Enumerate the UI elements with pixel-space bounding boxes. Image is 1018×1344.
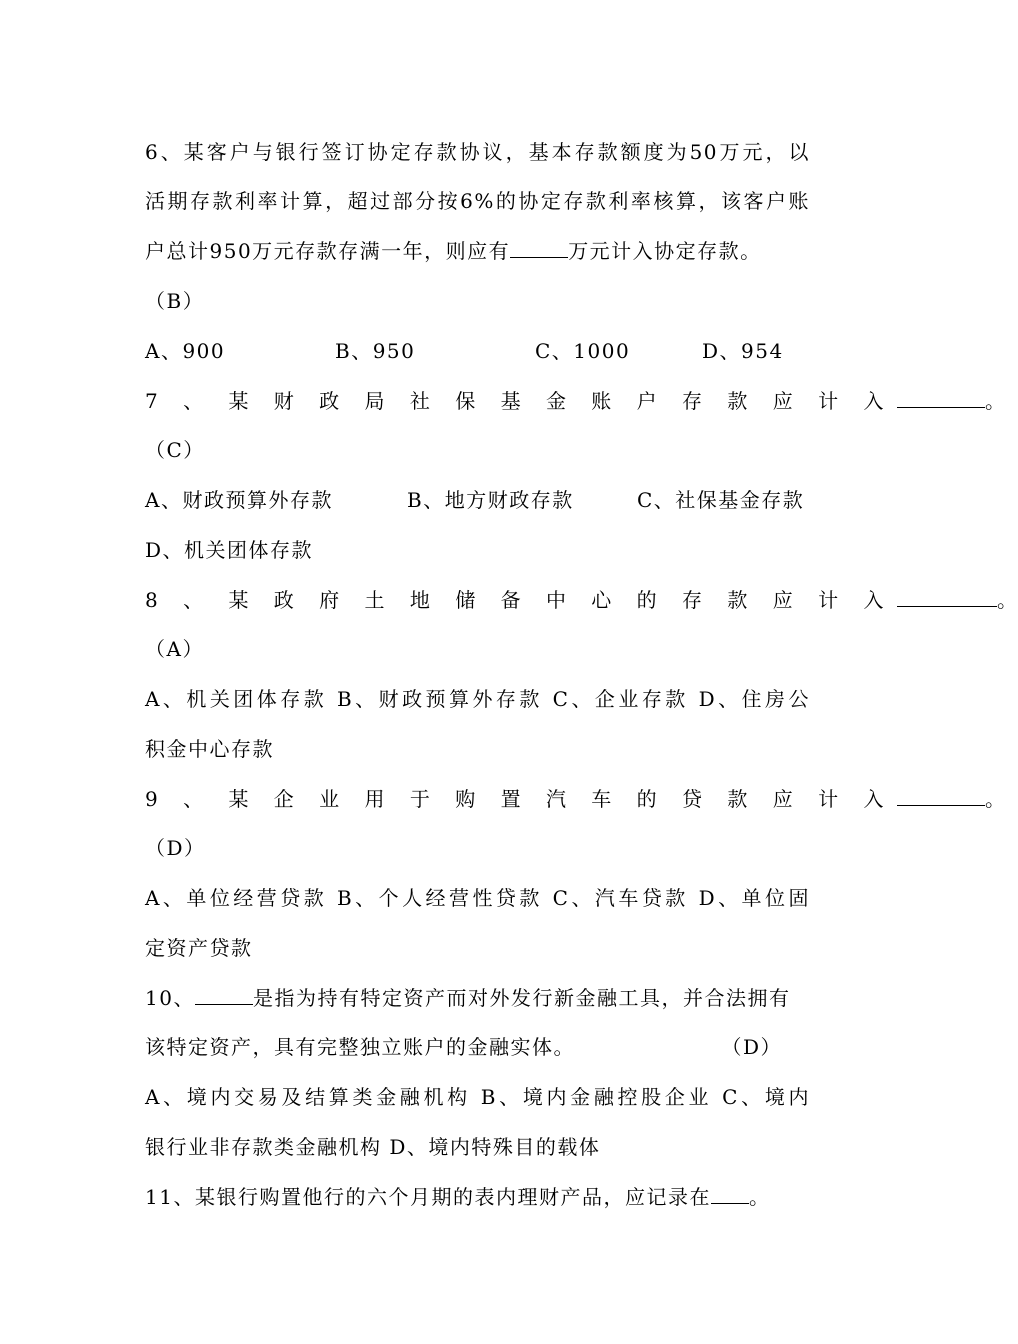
q10-answer: （D） <box>721 1035 782 1059</box>
q9-stem <box>145 785 1007 813</box>
answer-blank <box>897 785 985 806</box>
q7-option-d: D、机关团体存款 <box>145 538 314 562</box>
q10-line-2 <box>145 1033 810 1061</box>
q11-stem <box>145 1183 810 1211</box>
q7-option-a: A、财政预算外存款 <box>145 488 333 512</box>
q7-stem <box>145 387 1007 415</box>
q10-line-1 <box>145 984 810 1012</box>
q8-stem-text: 8 、 某 政 府 土 地 储 备 中 心 的 存 款 应 计 入 <box>145 588 893 612</box>
q7-option-b: B、地方财政存款 <box>407 488 574 512</box>
q6-option-c: C、1000 <box>535 339 631 363</box>
q9-stem-text: 9 、 某 企 业 用 于 购 置 汽 车 的 贷 款 应 计 入 <box>145 787 893 811</box>
answer-blank <box>897 387 985 408</box>
q9-answer: （D） <box>145 836 206 860</box>
q6-options <box>145 337 810 365</box>
answer-blank <box>711 1183 749 1204</box>
q8-options-line-1: A、机关团体存款 B、财政预算外存款 C、企业存款 D、住房公 <box>145 687 810 711</box>
q6-line-2: 活期存款利率计算，超过部分按6%的协定存款利率核算，该客户账 <box>145 189 810 213</box>
q10-line-2-text: 该特定资产，具有完整独立账户的金融实体。 <box>145 1035 575 1059</box>
q8-stem-end: 。 <box>996 588 1018 612</box>
answer-blank <box>510 237 568 258</box>
q7-answer: （C） <box>145 438 205 462</box>
q10-options-line-1: A、境内交易及结算类金融机构 B、境内金融控股企业 C、境内 <box>145 1085 810 1109</box>
q6-line-3-text: 户总计950万元存款存满一年，则应有 <box>145 239 511 263</box>
q6-answer: （B） <box>145 289 205 313</box>
q11-stem-text: 11、某银行购置他行的六个月期的表内理财产品，应记录在 <box>145 1185 711 1209</box>
answer-blank <box>195 984 253 1005</box>
q7-options <box>145 486 810 514</box>
q11-stem-end: 。 <box>748 1185 771 1209</box>
q8-answer: （A） <box>145 637 204 661</box>
q6-option-d: D、954 <box>702 339 784 363</box>
q6-line-3 <box>145 237 810 265</box>
q8-options-line-2: 积金中心存款 <box>145 737 274 761</box>
q10-line-1-text: 是指为持有特定资产而对外发行新金融工具，并合法拥有 <box>252 986 791 1010</box>
q8-stem <box>145 586 1018 614</box>
q9-stem-end: 。 <box>984 787 1007 811</box>
q9-options-line-2: 定资产贷款 <box>145 936 253 960</box>
q6-option-b: B、950 <box>335 339 416 363</box>
q7-option-c: C、社保基金存款 <box>637 488 805 512</box>
q10-options-line-2: 银行业非存款类金融机构 D、境内特殊目的载体 <box>145 1135 601 1159</box>
q6-line-1: 6、某客户与银行签订协定存款协议，基本存款额度为50万元，以 <box>145 140 810 164</box>
q7-stem-text: 7 、 某 财 政 局 社 保 基 金 账 户 存 款 应 计 入 <box>145 389 893 413</box>
q9-options-line-1: A、单位经营贷款 B、个人经营性贷款 C、汽车贷款 D、单位固 <box>145 886 810 910</box>
q10-prefix: 10、 <box>145 986 195 1010</box>
q6-option-a: A、900 <box>145 339 226 363</box>
q7-stem-end: 。 <box>984 389 1007 413</box>
q6-line-3-end: 万元计入协定存款。 <box>568 239 762 263</box>
answer-blank <box>897 586 997 607</box>
